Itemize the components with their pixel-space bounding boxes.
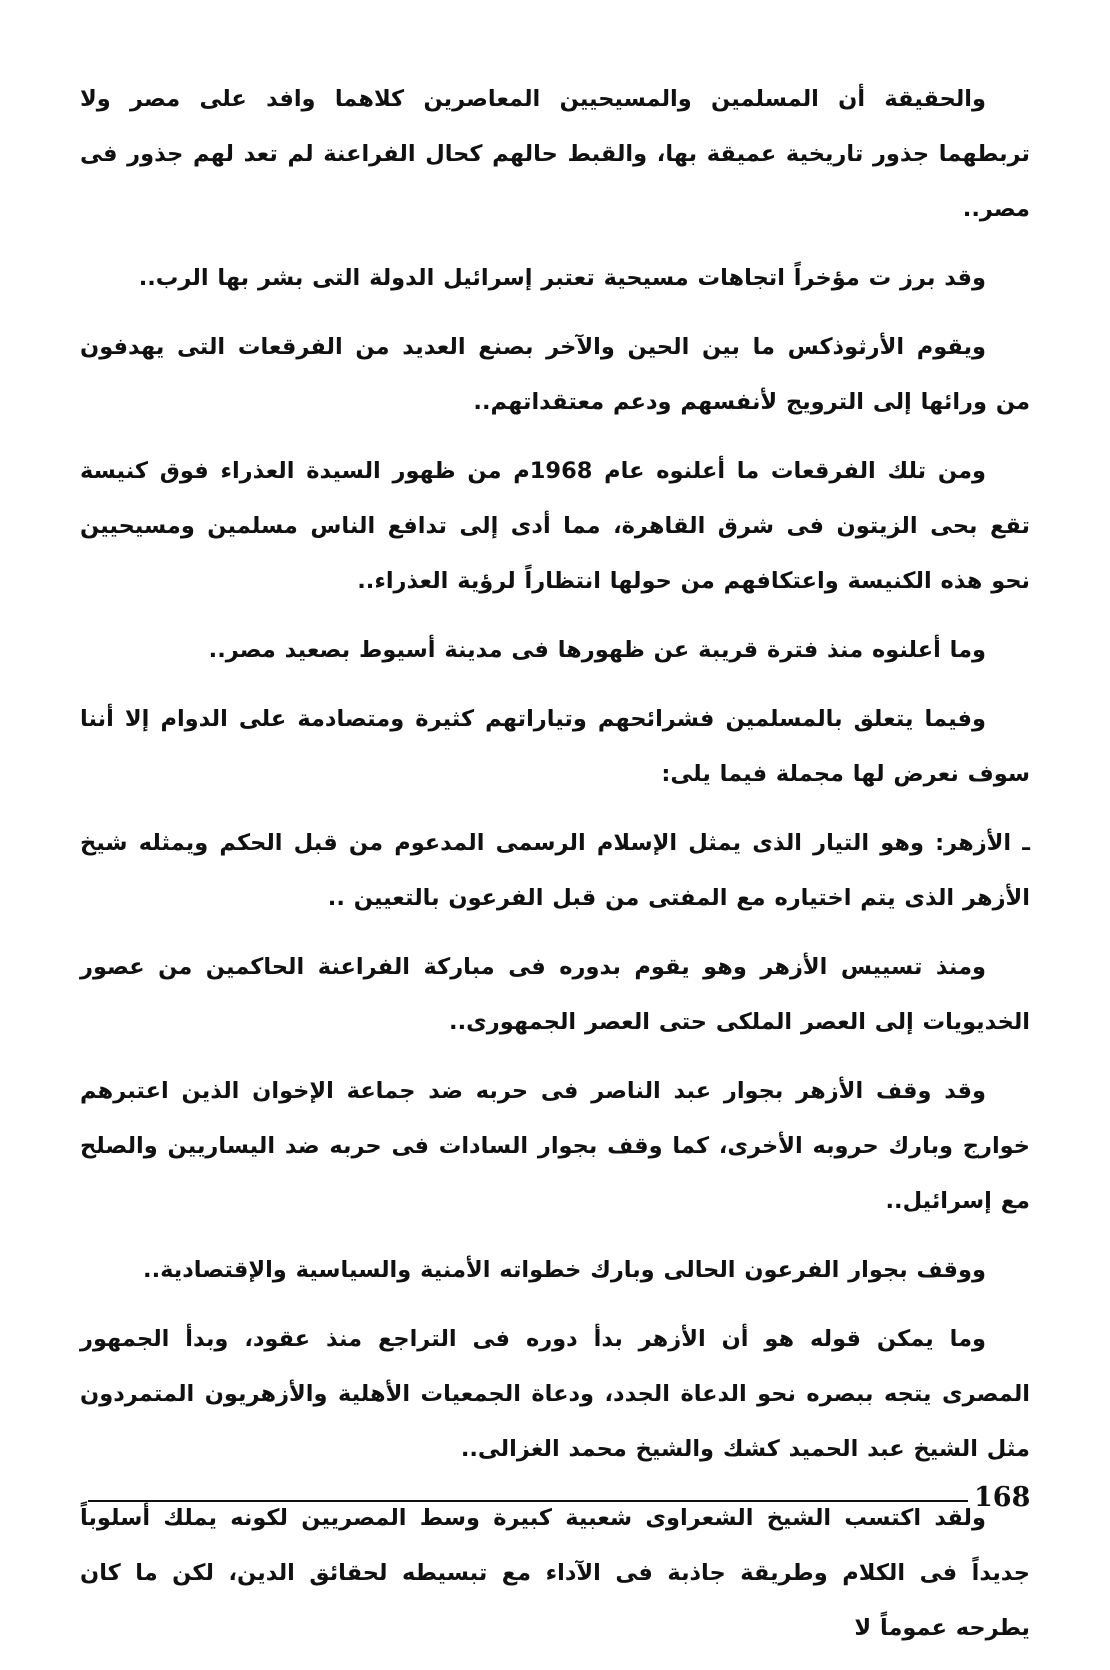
paragraph-11: وما يمكن قوله هو أن الأزهر بدأ دوره فى التراجع منذ عقود، وبدأ الجمهور المصرى يتجه ببصره نحو الدعاة الجدد، ودعاة الجمعيات الأهلية والأزهريون المتمردون مثل الشيخ عبد الحميد كشك والشيخ محمد الغزالى.. [80,1326,1030,1462]
paragraph-9: وقد وقف الأزهر بجوار عبد الناصر فى حربه ضد جماعة الإخوان الذين اعتبرهم خوارج وبارك حروبه الأخرى، كما وقف بجوار السادات فى حربه ضد اليساريين والصلح مع إسرائيل.. [80,1078,1030,1214]
paragraph-2: وقد برز ت مؤخراً اتجاهات مسيحية تعتبر إسرائيل الدولة التى بشر بها الرب.. [138,265,986,291]
paragraph-6: وفيما يتعلق بالمسلمين فشرائحهم وتياراتهم كثيرة ومتصادمة على الدوام إلا أننا سوف نعرض لها مجملة فيما يلى: [80,706,1030,787]
page-number: 168 [974,1482,1031,1513]
paragraph-7: ـ الأزهر: وهو التيار الذى يمثل الإسلام الرسمى المدعوم من قبل الحكم ويمثله شيخ الأزهر الذى يتم اختياره مع المفتى من قبل الفرعون بالتعيين .. [80,830,1030,911]
paragraph-3: ويقوم الأرثوذكس ما بين الحين والآخر بصنع العديد من الفرقعات التى يهدفون من ورائها إلى الترويج لأنفسهم ودعم معتقداتهم.. [80,334,1030,415]
footer-rule [88,1500,968,1502]
paragraph-4: ومن تلك الفرقعات ما أعلنوه عام 1968م من ظهور السيدة العذراء فوق كنيسة تقع بحى الزيتون فى شرق القاهرة، مما أدى إلى تدافع الناس مسلمين ومسيحيين نحو هذه الكنيسة واعتكافهم من حولها انتظاراً لرؤية العذراء.. [80,458,1030,594]
paragraph-12: ولقد اكتسب الشيخ الشعراوى شعبية كبيرة وسط المصريين لكونه يملك أسلوباً جديداً فى الكلام وطريقة جاذبة فى الآداء مع تبسيطه لحقائق الدين، لكن ما كان يطرحه عموماً لا [80,1505,1030,1641]
paragraph-8: ومنذ تسييس الأزهر وهو يقوم بدوره فى مباركة الفراعنة الحاكمين من عصور الخديويات إلى العصر الملكى حتى العصر الجمهورى.. [80,954,1030,1035]
paragraph-1: والحقيقة أن المسلمين والمسيحيين المعاصرين كلاهما وافد على مصر ولا تربطهما جذور تاريخية عميقة بها، والقبط حالهم كحال الفراعنة لم تعد لهم جذور فى مصر.. [80,86,1030,222]
page-body [80,72,1030,1670]
paragraph-5: وما أعلنوه منذ فترة قريبة عن ظهورها فى مدينة أسيوط بصعيد مصر.. [208,637,986,663]
paragraph-10: ووقف بجوار الفرعون الحالى وبارك خطواته الأمنية والسياسية والإقتصادية.. [143,1257,986,1283]
page-footer [88,1478,1033,1518]
